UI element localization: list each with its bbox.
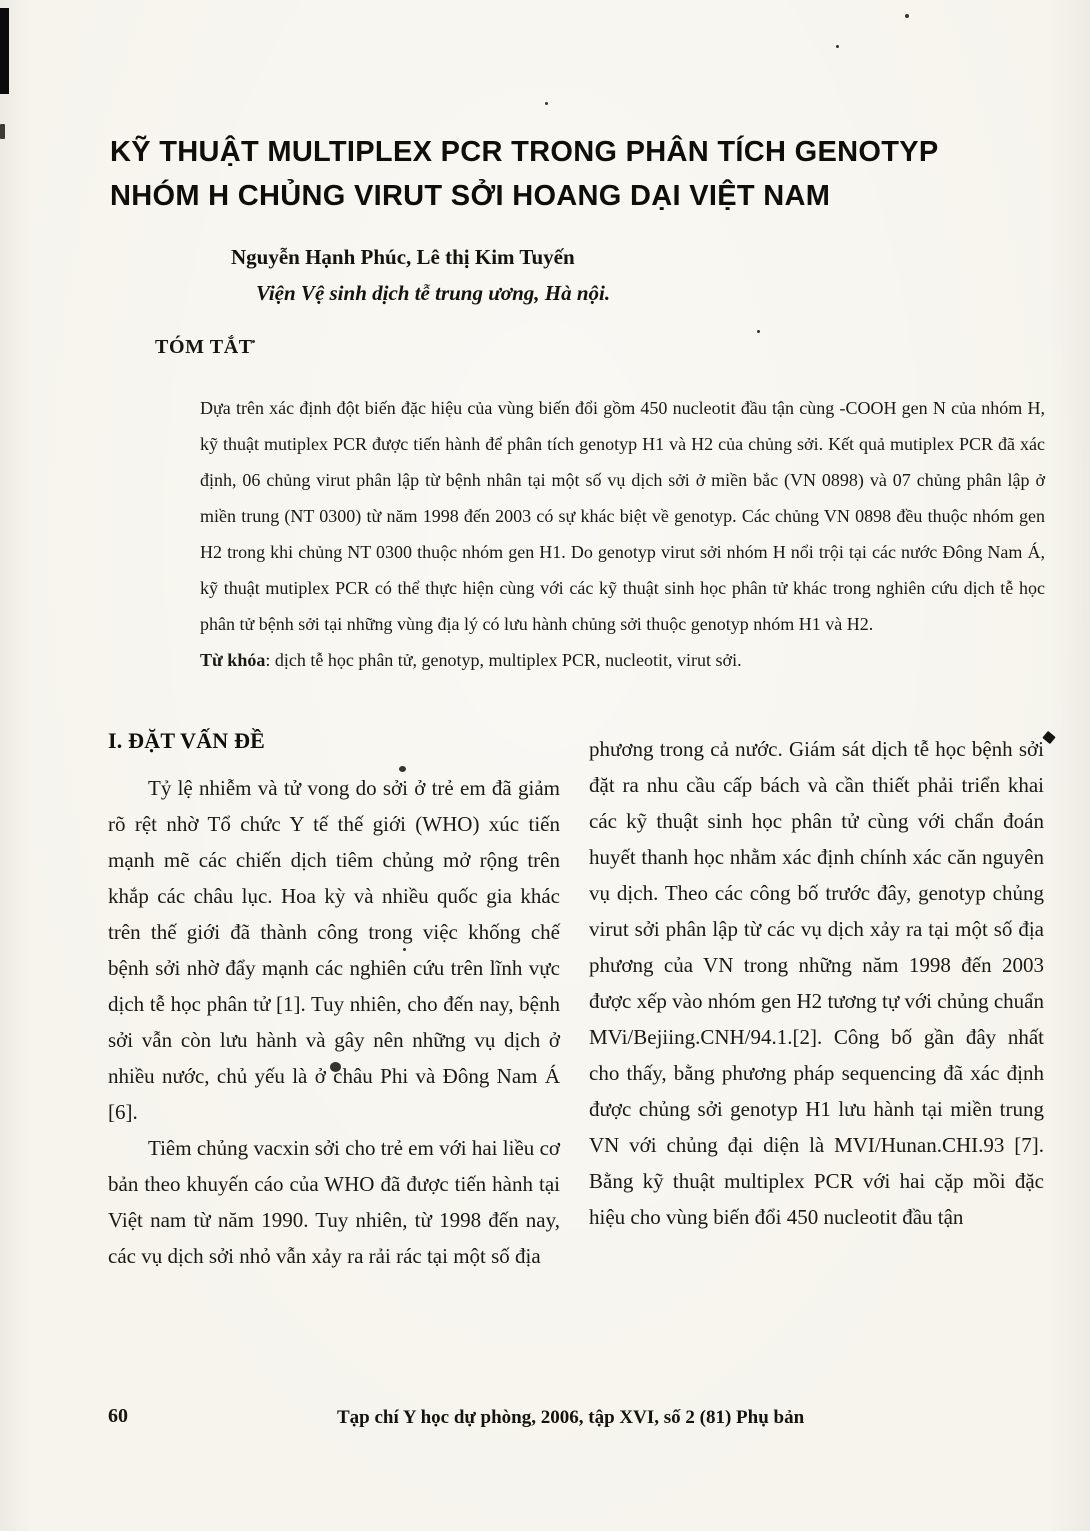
article-title-line-1: KỸ THUẬT MULTIPLEX PCR TRONG PHÂN TÍCH GENOTYP xyxy=(110,136,939,168)
keywords-label: Từ khóa xyxy=(200,650,266,670)
abstract-text: Dựa trên xác định đột biến đặc hiệu của vùng biến đổi gồm 450 nucleotit đầu tận cùng -COOH gen N của nhóm H, kỹ thuật mutiplex PCR được tiến hành để phân tích genotyp H1 và H2 của chủng sởi. Kết quả mutiplex PCR đã xác định, 06 chủng virut phân lập từ bệnh nhân tại một số vụ dịch sởi ở miền bắc (VN 0898) và 07 chủng phân lập ở miền trung (NT 0300) từ năm 1998 đến 2003 có sự khác biệt về genotyp. Các chủng VN 0898 đều thuộc nhóm gen H2 trong khi chủng NT 0300 thuộc nhóm gen H1. Do genotyp virut sởi nhóm H nổi trội tại các nước Đông Nam Á, kỹ thuật mutiplex PCR có thể thực hiện cùng với các kỹ thuật sinh học phân tử khác trong nghiên cứu dịch tễ học phân tử bệnh sởi tại những vùng địa lý có lưu hành chủng sởi thuộc genotyp nhóm H1 và H2. xyxy=(200,398,1045,634)
keywords-text: : dịch tễ học phân tử, genotyp, multiplex PCR, nucleotit, virut sởi. xyxy=(265,650,742,670)
scan-edge-artifact xyxy=(0,8,9,94)
section-1-heading: I. ĐẶT VẤN ĐỀ xyxy=(108,728,266,753)
scan-ink-blot xyxy=(1042,731,1055,744)
article-title-line-2: NHÓM H CHỦNG VIRUT SỞI HOANG DẠI VIỆT NAM xyxy=(110,180,831,212)
scan-speck xyxy=(905,14,909,18)
journal-footer: Tạp chí Y học dự phòng, 2006, tập XVI, số 2 (81) Phụ bản xyxy=(337,1407,805,1428)
scan-speck xyxy=(836,45,839,48)
scan-speck xyxy=(545,102,548,105)
page-number: 60 xyxy=(108,1405,128,1427)
column-left xyxy=(108,728,560,1274)
section-1-paragraph-2: Tiêm chủng vacxin sởi cho trẻ em với hai liều cơ bản theo khuyến cáo của WHO đã được tiến hành tại Việt nam từ năm 1990. Tuy nhiên, từ 1998 đến nay, các vụ dịch sởi nhỏ vẫn xảy ra rải rác tại một số địa xyxy=(108,1136,560,1268)
abstract-block xyxy=(200,390,1045,678)
affiliation: Viện Vệ sinh dịch tễ trung ương, Hà nội. xyxy=(256,281,611,305)
section-1-paragraph-3: phương trong cả nước. Giám sát dịch tễ học bệnh sởi đặt ra nhu cầu cấp bách và cần thiết phải triển khai các kỹ thuật sinh học phân tử cùng với chẩn đoán huyết thanh học nhằm xác định chính xác căn nguyên vụ dịch. Theo các công bố trước đây, genotyp chủng virut sởi phân lập từ các vụ dịch xảy ra tại một số địa phương của VN trong những năm 1998 đến 2003 được xếp vào nhóm gen H2 tương tự với chủng chuẩn MVi/Bejiing.CNH/94.1.[2]. Công bố gần đây nhất cho thấy, bằng phương pháp sequencing đã xác định được chủng sởi genotyp H1 lưu hành tại miền trung VN với chủng đại diện là MVI/Hunan.CHI.93 [7]. Bằng kỹ thuật multiplex PCR với hai cặp mồi đặc hiệu cho vùng biến đổi 450 nucleotit đầu tận xyxy=(589,737,1044,1229)
authors: Nguyễn Hạnh Phúc, Lê thị Kim Tuyến xyxy=(231,245,575,269)
scan-edge-tick xyxy=(0,124,5,139)
abstract-heading: TÓM TẮT xyxy=(155,336,253,358)
section-1-paragraph-1: Tỷ lệ nhiễm và tử vong do sởi ở trẻ em đã giảm rõ rệt nhờ Tổ chức Y tế thế giới (WHO) xúc tiến mạnh mẽ các chiến dịch tiêm chủng mở rộng trên khắp các châu lục. Hoa kỳ và nhiều quốc gia khác trên thế giới đã thành công trong việc khống chế bệnh sởi nhờ đẩy mạnh các nghiên cứu trên lĩnh vực dịch tễ học phân tử [1]. Tuy nhiên, cho đến nay, bệnh sởi vẫn còn lưu hành và gây nên những vụ dịch ở nhiều nước, chủ yếu là ở châu Phi và Đông Nam Á [6]. xyxy=(108,776,560,1124)
keywords-line xyxy=(200,642,1045,678)
scan-speck xyxy=(757,330,760,333)
column-right xyxy=(589,731,1044,1235)
article-title xyxy=(110,130,1015,218)
